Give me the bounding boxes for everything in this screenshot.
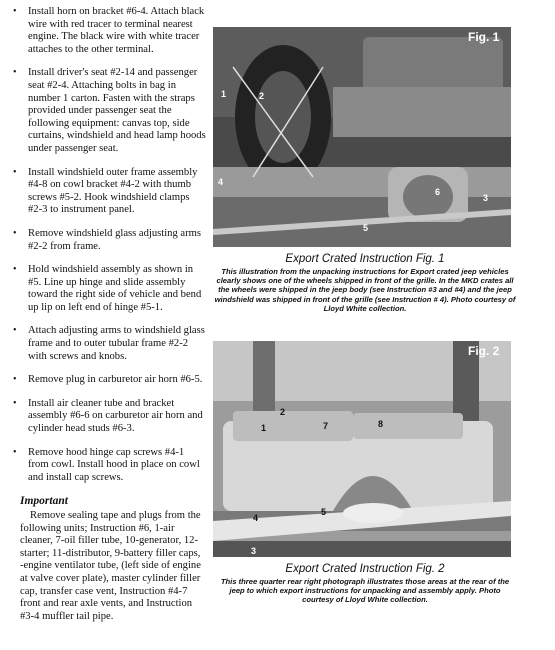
callout-5: 5 xyxy=(363,223,369,233)
callout-1: 1 xyxy=(261,423,267,433)
figure-2-photo xyxy=(213,341,511,557)
callout-3: 3 xyxy=(483,193,489,203)
list-item: • Install air cleaner tube and bracket assembly #6-6 on carburetor air horn and cylinder head studs #6-3. xyxy=(13,397,203,435)
figure-1-photo xyxy=(213,27,511,247)
jeep-front-photo xyxy=(213,27,511,247)
callout-7: 7 xyxy=(323,421,329,431)
bullet-icon: • xyxy=(13,166,17,178)
list-item: • Install windshield outer frame assembly #4-8 on cowl bracket #4-2 with thumb screws #5-2. Hook windshield clamps #2-3 to instrument panel. xyxy=(13,166,198,216)
figure-2-caption xyxy=(212,563,518,605)
callout-6: 6 xyxy=(435,187,441,197)
figure-2-label: Fig. 2 xyxy=(468,344,500,358)
list-item: • Install driver's seat #2-14 and passenger seat #2-4. Attaching bolts in bag in number 1 carton. Fasten with the straps provided under passenger seat the following equipment: canvas top, side curtains, windshield and head lamp hoods under passenger seat. xyxy=(13,67,206,154)
figure-2-title: Export Crated Instruction Fig. 2 xyxy=(285,563,445,575)
list-item: • Remove windshield glass adjusting arms #2-2 from frame. xyxy=(13,227,202,252)
bullet-icon: • xyxy=(13,374,17,386)
bullet-icon: • xyxy=(13,6,17,17)
bullet-icon: • xyxy=(13,227,17,239)
important-heading: Important xyxy=(20,495,68,508)
instruction-column xyxy=(8,6,206,623)
list-item: • Remove hood hinge cap screws #4-1 from cowl. Install hood in place on cowl and install cap screws. xyxy=(13,446,200,483)
list-item: • Attach adjusting arms to windshield glass frame and to outer tubular frame #2-2 with screws and knobs. xyxy=(13,325,205,362)
bullet-icon: • xyxy=(13,264,17,276)
list-item: • Hold windshield assembly as shown in #5. Line up hinge and slide assembly toward the right side of vehicle and bend up lip on left end of hinge #5-1. xyxy=(13,264,202,313)
figure-1-caption xyxy=(212,253,518,313)
list-item: • Install horn on bracket #6-4. Attach black wire with red tracer to terminal nearest engine. The black wire with white tracer attaches to the other terminal. xyxy=(13,6,205,55)
figure-1-title: Export Crated Instruction Fig. 1 xyxy=(285,253,445,265)
instruction-list xyxy=(8,6,206,484)
figure-1-label: Fig. 1 xyxy=(468,30,500,44)
figure-2-description: This three quarter rear right photograph illustrates those areas at the rear of the jeep to which export instructions for unpacking and assembly apply. Photo courtesy of Lloyd White collection. xyxy=(220,577,510,605)
bullet-icon: • xyxy=(13,325,17,337)
important-body: Remove sealing tape and plugs from the following units; Instruction #6, 1-air cleaner, 7-oil filler tube, 10-generator, 12-starter; 11-distributor, 9-battery filler caps, -engine ventilator tube, (left side of engine at valve cover plate), master cylinder filler cap, transfer case vent, Instruction #4-7 front and rear axle vents, and Instruction #3-4 muffler tail pipe. xyxy=(20,510,201,622)
bullet-icon: • xyxy=(13,67,17,79)
figure-1-description: This illustration from the unpacking instructions for Export crated jeep vehicles clearly shows one of the wheels shipped in front of the grille. In the MKD crates all the wheels were shipped in the jeep body (see Instruction #3 and #4) and the jeep windshield was shipped in front of the grille (see Instruction # 4). Photo courtesy of Lloyd White collection. xyxy=(214,267,516,313)
list-item: • Remove plug in carburetor air horn #6-5. xyxy=(13,374,203,386)
bullet-icon: • xyxy=(13,397,17,409)
callout-1: 1 xyxy=(221,89,227,99)
bullet-icon: • xyxy=(13,446,17,458)
callout-2: 2 xyxy=(259,91,265,101)
callout-4: 4 xyxy=(218,177,224,187)
jeep-rear-photo xyxy=(213,341,511,557)
callout-8: 8 xyxy=(378,419,384,429)
callout-4: 4 xyxy=(253,513,259,523)
callout-2: 2 xyxy=(280,407,286,417)
callout-3: 3 xyxy=(251,546,257,556)
callout-5: 5 xyxy=(321,507,327,517)
